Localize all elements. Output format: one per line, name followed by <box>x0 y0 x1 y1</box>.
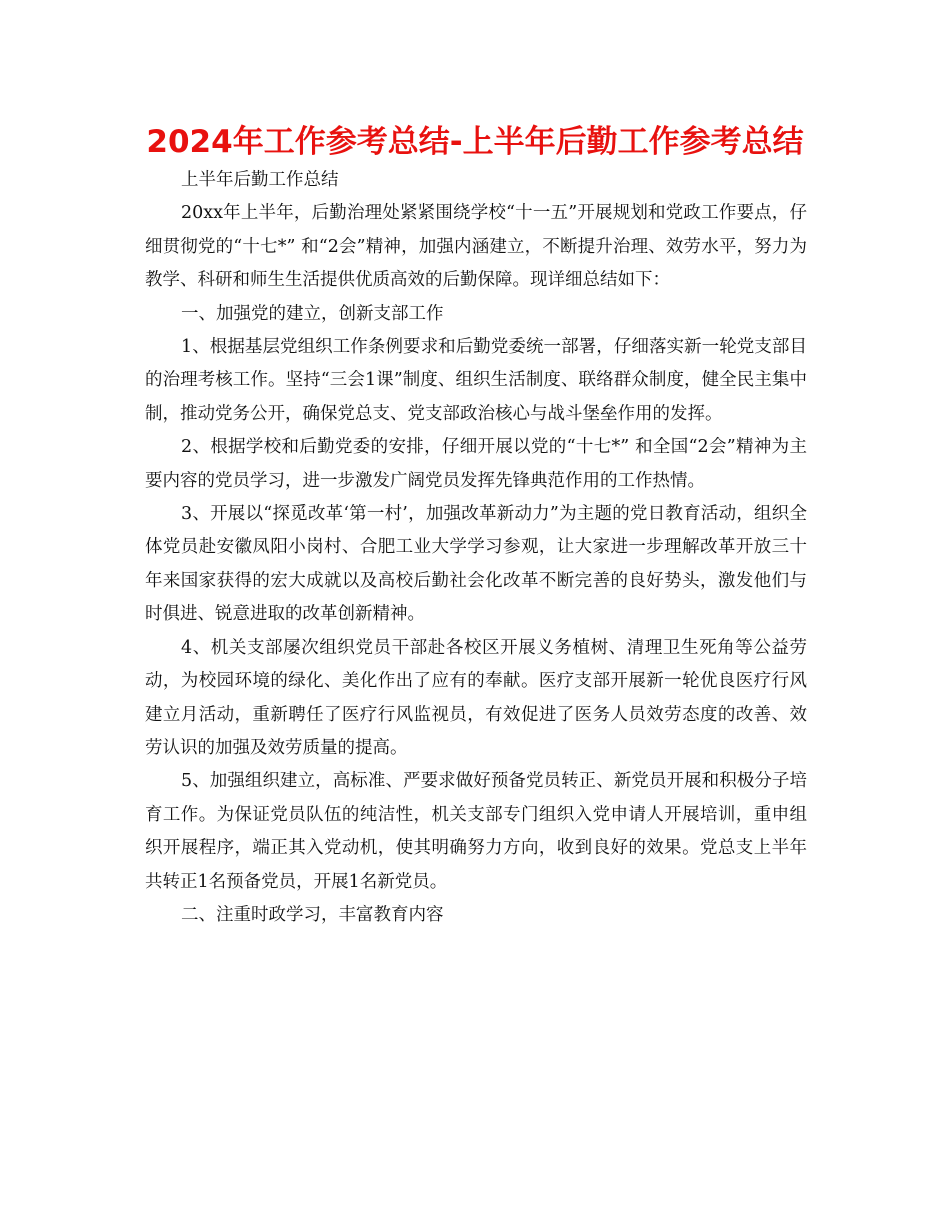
paragraph-item-1: 1、根据基层党组织工作条例要求和后勤党委统一部署，仔细落实新一轮党支部目的治理考核工作。坚持“三会1课”制度、组织生活制度、联络群众制度，健全民主集中制，推动党务公开，确保党总支、党支部政治核心与战斗堡垒作用的发挥。 <box>145 337 807 424</box>
document-title: 2024年工作参考总结-上半年后勤工作参考总结 <box>146 124 804 160</box>
paragraph-intro: 20xx年上半年，后勤治理处紧紧围绕学校“十一五”开展规划和党政工作要点，仔细贯彻党的“十七*” 和“2会”精神，加强内涵建立，不断提升治理、效劳水平，努力为教学、科研和师生生活提供优质高效的后勤保障。现详细总结如下： <box>145 203 807 291</box>
section-heading-1: 一、加强党的建立，创新支部工作 <box>181 303 444 324</box>
paragraph-item-2: 2、根据学校和后勤党委的安排，仔细开展以党的“十七*” 和全国“2会”精神为主要内容的党员学习，进一步激发广阔党员发挥先锋典范作用的工作热情。 <box>145 437 807 491</box>
paragraph-item-5: 5、加强组织建立，高标准、严要求做好预备党员转正、新党员开展和积极分子培育工作。为保证党员队伍的纯洁性，机关支部专门组织入党申请人开展培训，重申组织开展程序，端正其入党动机，使其明确努力方向，收到良好的效果。党总支上半年共转正1名预备党员，开展1名新党员。 <box>145 771 807 892</box>
paragraph-item-4: 4、机关支部屡次组织党员干部赴各校区开展义务植树、清理卫生死角等公益劳动，为校园环境的绿化、美化作出了应有的奉献。医疗支部开展新一轮优良医疗行风建立月活动，重新聘任了医疗行风监视员，有效促进了医务人员效劳态度的改善、效劳认识的加强及效劳质量的提高。 <box>145 637 807 758</box>
paragraph-item-3: 3、开展以“探觅改革‘第一村’，加强改革新动力”为主题的党日教育活动，组织全体党员赴安徽凤阳小岗村、合肥工业大学学习参观，让大家进一步理解改革开放三十年来国家获得的宏大成就以及高校后勤社会化改革不断完善的良好势头，激发他们与时俱进、锐意进取的改革创新精神。 <box>145 504 807 625</box>
section-heading-2: 二、注重时政学习，丰富教育内容 <box>181 904 444 925</box>
document-subtitle: 上半年后勤工作总结 <box>181 170 339 190</box>
document-body <box>145 164 807 932</box>
